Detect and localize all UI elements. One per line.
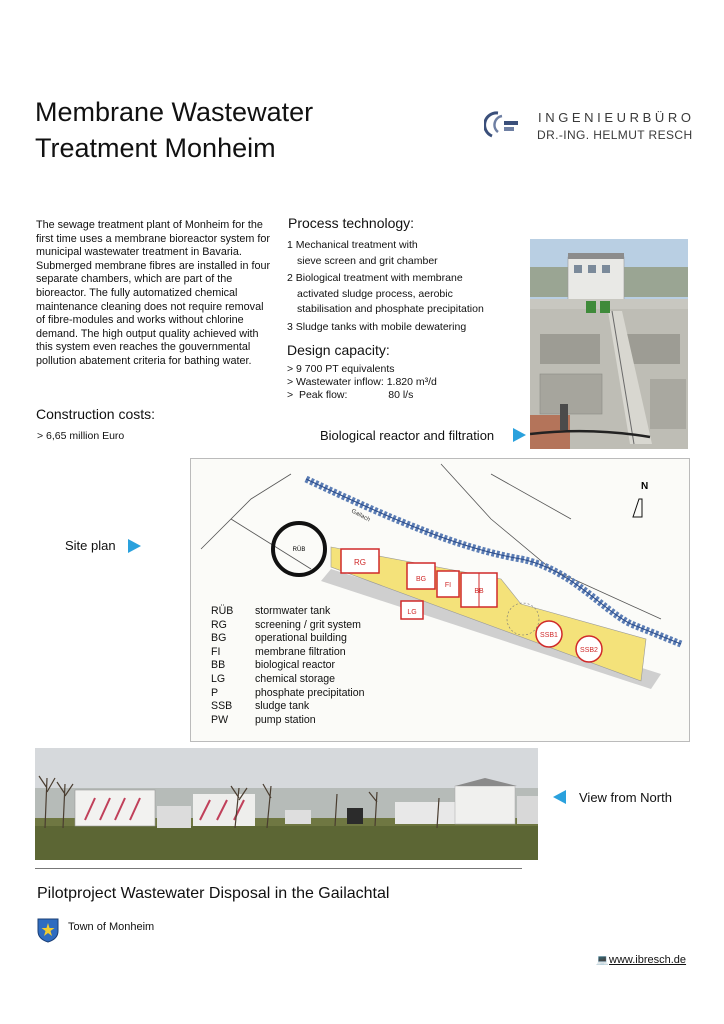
intro-paragraph: The sewage treatment plant of Monheim for the first time uses a membrane bioreactor system for municipal wastewater treatment in Bavaria. Submerged membrane fibres are installed in four separate chambers, which are part of the bioreactor. The fully automatized chemical maintenance cleaning does not require removal of fibre-modules and works without chlorine demand. The high output quality achieved with this system even reaches the gouvernmental pollution abatement criteria for bathing water. [36, 219, 271, 367]
company-logo-icon [484, 110, 522, 140]
project-title: Pilotproject Wastewater Disposal in the Gailachtal [37, 885, 390, 902]
reactor-caption: Biological reactor and filtration [320, 428, 495, 443]
legend-item: RG screening / grit system [211, 618, 361, 631]
plan-label: FI [444, 582, 452, 589]
legend-item: LG chemical storage [211, 672, 336, 685]
costs-value: > 6,65 million Euro [37, 430, 125, 442]
legend-item: BB biological reactor [211, 659, 336, 672]
process-item-1: 1 Mechanical treatment with sieve screen and grit chamber [287, 239, 438, 267]
site-plan-caption: Site plan [65, 538, 116, 553]
plan-label: SSB1 [540, 632, 558, 639]
plan-label: BG [415, 576, 427, 583]
process-list [287, 239, 517, 336]
view-caption: View from North [579, 790, 672, 805]
arrow-left-icon [553, 790, 566, 804]
site-plan-legend [211, 605, 365, 727]
legend-item: PW pump station [211, 713, 316, 726]
design-item: > Peak flow: 80 l/s [287, 389, 414, 402]
legend-item: SSB sludge tank [211, 700, 310, 713]
north-arrow-icon [633, 499, 642, 517]
reactor-photo [530, 239, 688, 449]
plan-label: LG [407, 609, 417, 616]
legend-item: FI membrane filtration [211, 645, 346, 658]
page-title [35, 94, 313, 166]
town-label: Town of Monheim [68, 921, 155, 933]
town-crest-icon [36, 917, 60, 943]
title-line-1: Membrane Wastewater [35, 97, 314, 127]
north-label: N [641, 481, 649, 492]
costs-heading: Construction costs: [36, 406, 156, 422]
plan-label: RÜB [292, 547, 306, 553]
plan-label: SSB2 [580, 647, 598, 654]
website-link[interactable]: www.ibresch.de [609, 954, 687, 966]
plan-label: RG [354, 558, 366, 567]
river-label: Gailach [350, 508, 371, 524]
process-item-3: 3 Sludge tanks with mobile dewatering [287, 320, 467, 333]
arrow-right-icon [128, 539, 141, 553]
legend-item: P phosphate precipitation [211, 686, 365, 699]
process-item-2: 2 Biological treatment with membrane activated sludge process, aerobic stabilisation and phosphate precipitation [287, 272, 484, 315]
view-from-north-photo [35, 748, 538, 860]
divider [35, 868, 522, 869]
computer-icon: 💻 [596, 955, 609, 966]
design-item: > Wastewater inflow: 1.820 m³/d [287, 376, 437, 389]
design-list [287, 363, 437, 403]
legend-item: RÜB stormwater tank [211, 605, 331, 617]
logo-text-line-2: DR.-ING. HELMUT RESCH [537, 128, 693, 142]
design-item: > 9 700 PT equivalents [287, 363, 395, 375]
title-line-2: Treatment Monheim [35, 133, 276, 163]
arrow-right-icon [513, 428, 526, 442]
legend-item: BG operational building [211, 632, 347, 645]
plan-label: BB [474, 588, 484, 595]
logo-text-line-1: INGENIEURBÜRO [538, 110, 695, 125]
process-heading: Process technology: [288, 215, 415, 231]
design-heading: Design capacity: [287, 342, 390, 358]
